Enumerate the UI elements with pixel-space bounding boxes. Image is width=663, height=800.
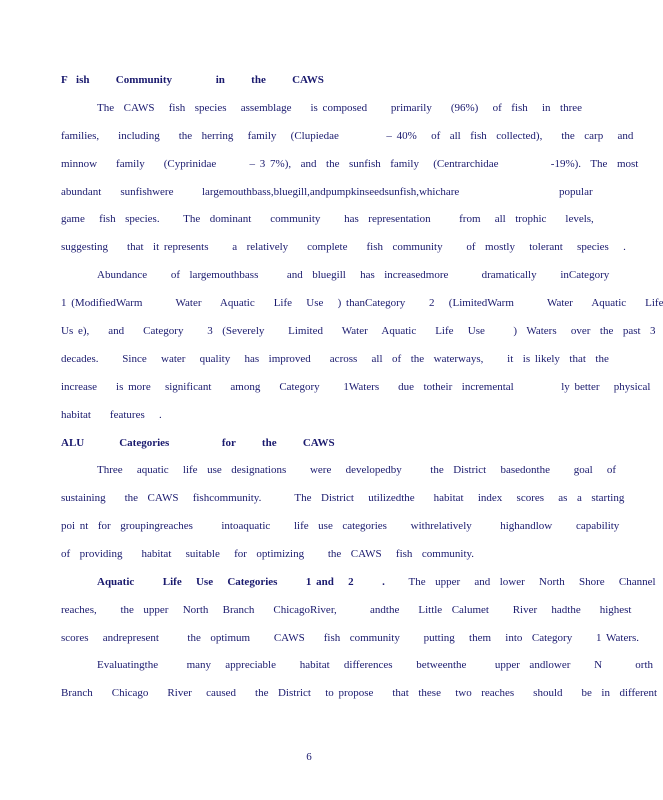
paragraph-line: The CAWS fish species assemblage is composed primarily (96%) of fish in three (97, 102, 583, 114)
paragraph-line: scores andrepresent the optimum CAWS fish community putting them into Category 1 Waters. (61, 632, 640, 644)
section-heading-alu-categories: ALU Categories for the CAWS (61, 437, 335, 449)
paragraph-text: The upper and lower North Shore Channel (408, 576, 656, 588)
paragraph-line: reaches, the upper North Branch ChicagoRiver, andthe Little Calumet River hadthe highest (61, 604, 632, 616)
paragraph-line: Us e), and Category 3 (Severely Limited Water Aquatic Life Use ) Waters over the past 3 (61, 325, 656, 337)
paragraph-line: Abundance of largemouthbass and bluegill has increasedmore dramatically inCategory (97, 269, 610, 281)
paragraph-line: 1 (ModifiedWarm Water Aquatic Life Use ) thanCategory 2 (LimitedWarm Water Aquatic Life (61, 297, 663, 309)
paragraph-line: increase is more significant among Category 1Waters due totheir incremental ly better physical (61, 381, 651, 393)
paragraph-line (97, 575, 656, 589)
paragraph-line: poi nt for groupingreaches intoaquatic life use categories withrelatively highandlow capability (61, 520, 620, 532)
paragraph-line: decades. Since water quality has improved across all of the waterways, it is likely that the (61, 353, 609, 365)
subsection-heading-alu-1-2: Aquatic Life Use Categories 1 and 2 . (97, 576, 385, 588)
paragraph-line: abundant sunfishwere largemouthbass,bluegill,andpumpkinseedsunfish,whichare popular (61, 186, 593, 198)
paragraph-line: habitat features . (61, 409, 162, 421)
paragraph-line: minnow family (Cyprinidae – 3 7%), and the sunfish family (Centrarchidae -19%). The most (61, 158, 639, 170)
paragraph-line: Branch Chicago River caused the District to propose that these two reaches should be in different (61, 687, 658, 699)
page-number: 6 (306, 751, 312, 763)
paragraph-line: Three aquatic life use designations were developedby the District basedonthe goal of (97, 464, 617, 476)
paragraph-line: game fish species. The dominant community has representation from all trophic levels, (61, 213, 594, 225)
paragraph-line: of providing habitat suitable for optimizing the CAWS fish community. (61, 548, 475, 560)
paragraph-line: families, including the herring family (Clupiedae – 40% of all fish collected), the carp and (61, 130, 634, 142)
paragraph-line: Evaluatingthe many appreciable habitat differences betweenthe upper andlower N orth (97, 659, 654, 671)
paragraph-line: suggesting that it represents a relatively complete fish community of mostly tolerant species . (61, 241, 626, 253)
paragraph-line: sustaining the CAWS fishcommunity. The District utilizedthe habitat index scores as a starting (61, 492, 625, 504)
section-heading-fish-community: F ish Community in the CAWS (61, 74, 324, 86)
